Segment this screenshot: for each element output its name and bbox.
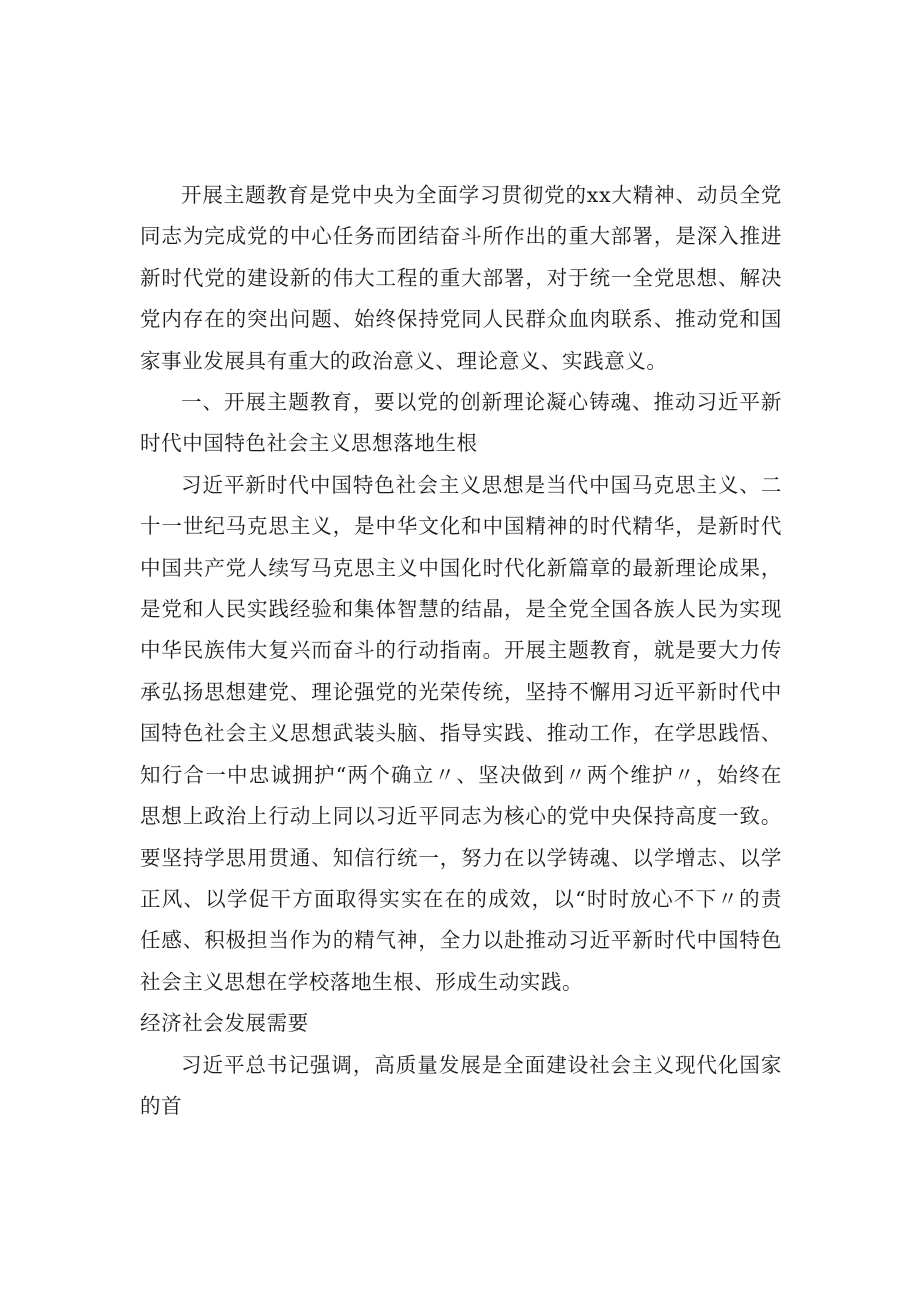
document-page [140, 175, 782, 1127]
subheading: 经济社会发展需要 [140, 1011, 309, 1036]
body-paragraph: 习近平新时代中国特色社会主义思想是当代中国马克思主义、二十一世纪马克思主义，是中华文化和中国精神的时代精华，是新时代中国共产党人续写马克思主义中国化时代化新篇章的最新理论成果，是党和人民实践经验和集体智慧的结晶，是全党全国各族人民为实现中华民族伟大复兴而奋斗的行动指南。开展主题教育，就是要大力传承弘扬思想建党、理论强党的光荣传统，坚持不懈用习近平新时代中国特色社会主义思想武装头脑、指导实践、推动工作，在学思践悟、知行合一中忠诚拥护“两个确立〃、坚决做到〃两个维护〃，始终在思想上政治上行动上同以习近平同志为核心的党中央保持高度一致。要坚持学思用贯通、知信行统一，努力在以学铸魂、以学增志、以学正风、以学促干方面取得实实在在的成效，以“时时放心不下〃的责任感、积极担当作为的精气神，全力以赴推动习近平新时代中国特色社会主义思想在学校落地生根、形成生动实践。 [140, 472, 782, 994]
section-heading: 一、开展主题教育，要以党的创新理论凝心铸魂、推动习近平新时代中国特色社会主义思想落地生根 [140, 390, 782, 456]
intro-paragraph: 开展主题教育是党中央为全面学习贯彻党的xx大精神、动员全党同志为完成党的中心任务而团结奋斗所作出的重大部署，是深入推进新时代党的建设新的伟大工程的重大部署，对于统一全党思想、解决党内存在的突出问题、始终保持党同人民群众血肉联系、推动党和国家事业发展具有重大的政治意义、理论意义、实践意义。 [140, 183, 782, 373]
body-paragraph-truncated: 习近平总书记强调，高质量发展是全面建设社会主义现代化国家的首 [140, 1052, 782, 1118]
